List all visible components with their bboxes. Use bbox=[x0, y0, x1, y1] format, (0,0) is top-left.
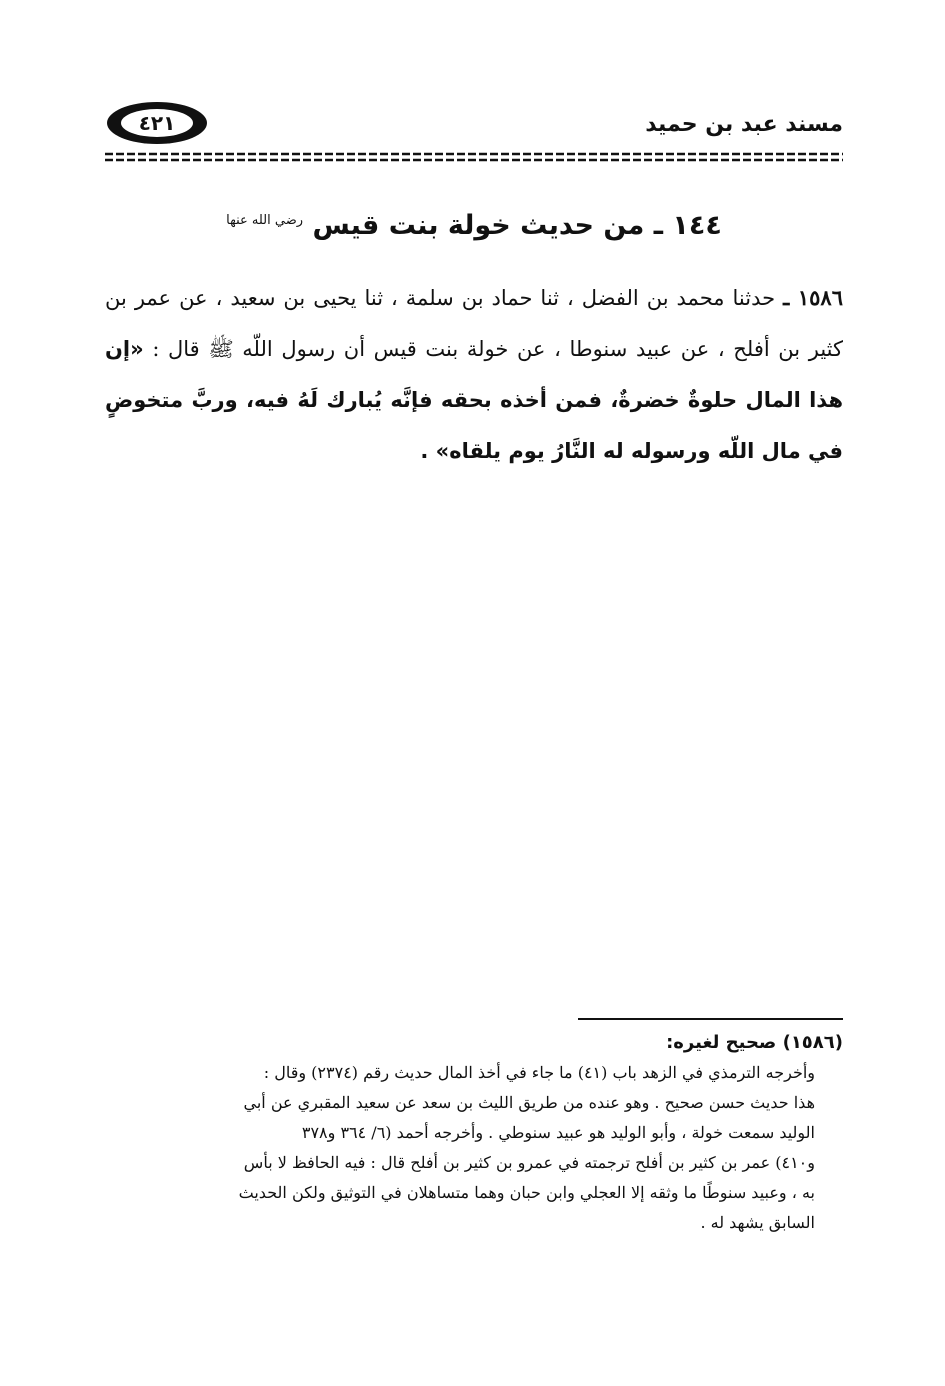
footnote-body bbox=[105, 1058, 843, 1238]
footnote-line: الوليد سمعت خولة ، وأبو الوليد هو عبيد سنوطي . وأخرجه أحمد (٦/ ٣٦٤ و٣٧٨ bbox=[301, 1123, 815, 1142]
page-number-badge bbox=[105, 100, 209, 146]
footnote-line: وأخرجه الترمذي في الزهد باب (٤١) ما جاء في أخذ المال حديث رقم (٢٣٧٤) وقال : bbox=[263, 1063, 815, 1082]
chapter-title bbox=[105, 210, 843, 241]
footnote-line: به ، وعبيد سنوطًا ما وثقه إلا العجلي وابن حبان وهما متساهلان في التوثيق ولكن الحديث bbox=[238, 1183, 815, 1202]
footnote-line: هذا حديث حسن صحيح . وهو عنده من طريق الليث بن سعد عن سعيد المقبري عن أبي bbox=[243, 1093, 815, 1112]
book-title: مسند عبد بن حميد bbox=[645, 112, 843, 137]
footnote-line: السابق يشهد له . bbox=[700, 1213, 815, 1232]
page-number: ٤٢١ bbox=[138, 111, 176, 135]
footnote-divider bbox=[578, 1018, 843, 1020]
hadith-matn: «إن هذا المال حلوةٌ خضرةٌ، فمن أخذه بحقه فإنَّه يُبارك لَهُ فيه، وربَّ متخوضٍ في مال اللّه ورسوله له النَّارُ يوم يلقاه» . bbox=[105, 337, 843, 463]
page-header bbox=[105, 100, 843, 146]
chapter-title-text: ١٤٤ ـ من حديث خولة بنت قيس bbox=[312, 210, 722, 242]
header-divider bbox=[105, 152, 843, 162]
footnote bbox=[105, 1028, 843, 1238]
footnote-heading: (١٥٨٦) صحيح لغيره: bbox=[666, 1032, 843, 1053]
hadith-isnad: حدثنا محمد بن الفضل ، ثنا حماد بن سلمة ، ثنا يحيى بن سعيد ، عن عمر بن كثير بن أفلح ، عن عبيد سنوطا ، عن خولة بنت قيس أن رسول اللّه ﷺ قال : bbox=[105, 286, 843, 361]
footnote-line: و٤١٠) عمر بن كثير بن أفلح ترجمته في عمرو بن كثير بن أفلح قال : فيه الحافظ لا بأس bbox=[243, 1153, 815, 1172]
hadith-number: ١٥٨٦ ـ bbox=[783, 285, 843, 310]
hadith-text bbox=[105, 272, 843, 477]
honorific-text: رضي الله عنها bbox=[226, 213, 304, 229]
